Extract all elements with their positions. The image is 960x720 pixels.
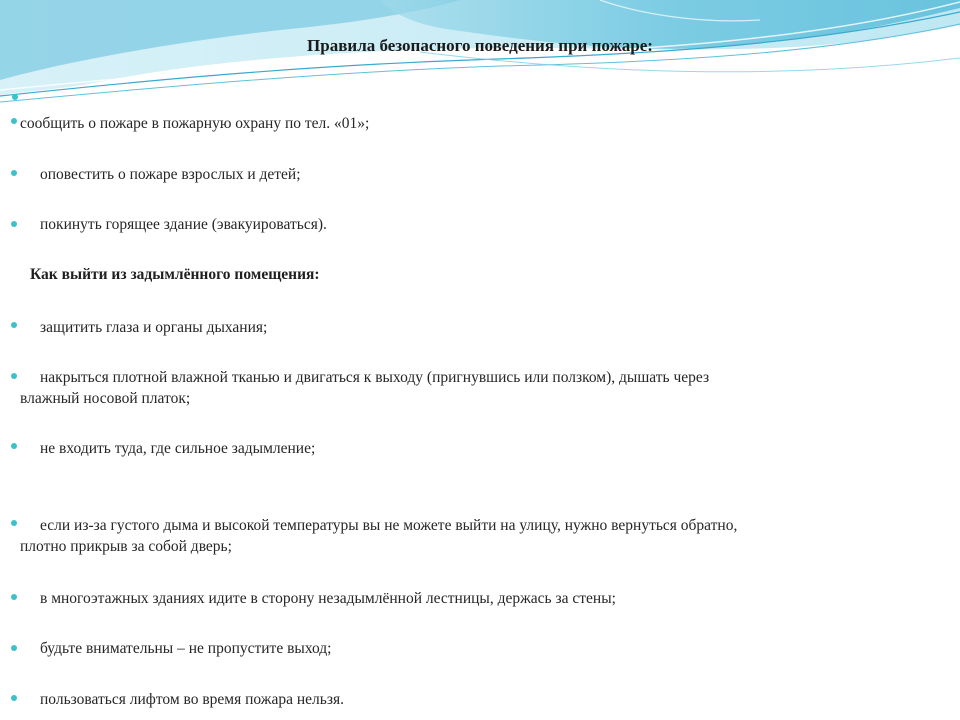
bullet-icon <box>11 645 17 651</box>
list-item: в многоэтажных зданиях идите в сторону незадымлённой лестницы, держась за стены; <box>40 590 616 607</box>
list-item: покинуть горящее здание (эвакуироваться). <box>40 216 327 233</box>
bullet-icon <box>11 322 17 328</box>
bullet-icon <box>11 221 17 227</box>
bullet-icon <box>11 373 17 379</box>
section-heading: Как выйти из задымлённого помещения: <box>30 266 320 283</box>
bullet-icon <box>11 695 17 701</box>
list-item: не входить туда, где сильное задымление; <box>40 440 316 457</box>
bullet-icon <box>11 594 17 600</box>
list-item: если из-за густого дыма и высокой температуры вы не можете выйти на улицу, нужно вернуться обратно, <box>40 517 738 534</box>
list-item: будьте внимательны – не пропустите выход; <box>40 640 332 657</box>
bullet-icon <box>12 94 18 100</box>
list-item: пользоваться лифтом во время пожара нельзя. <box>40 691 344 708</box>
list-item-continuation: плотно прикрыв за собой дверь; <box>20 538 232 555</box>
list-item: накрыться плотной влажной тканью и двигаться к выходу (пригнувшись или ползком), дышать через <box>40 369 710 386</box>
list-item: защитить глаза и органы дыхания; <box>40 319 268 336</box>
slide-title: Правила безопасного поведения при пожаре: <box>307 36 653 55</box>
list-item-continuation: влажный носовой платок; <box>20 390 191 407</box>
bullet-icon <box>11 520 17 526</box>
bullet-icon <box>11 118 17 124</box>
list-item: сообщить о пожаре в пожарную охрану по тел. «01»; <box>20 115 370 132</box>
list-item: оповестить о пожаре взрослых и детей; <box>40 166 301 183</box>
bullet-icon <box>11 443 17 449</box>
bullet-icon <box>11 170 17 176</box>
